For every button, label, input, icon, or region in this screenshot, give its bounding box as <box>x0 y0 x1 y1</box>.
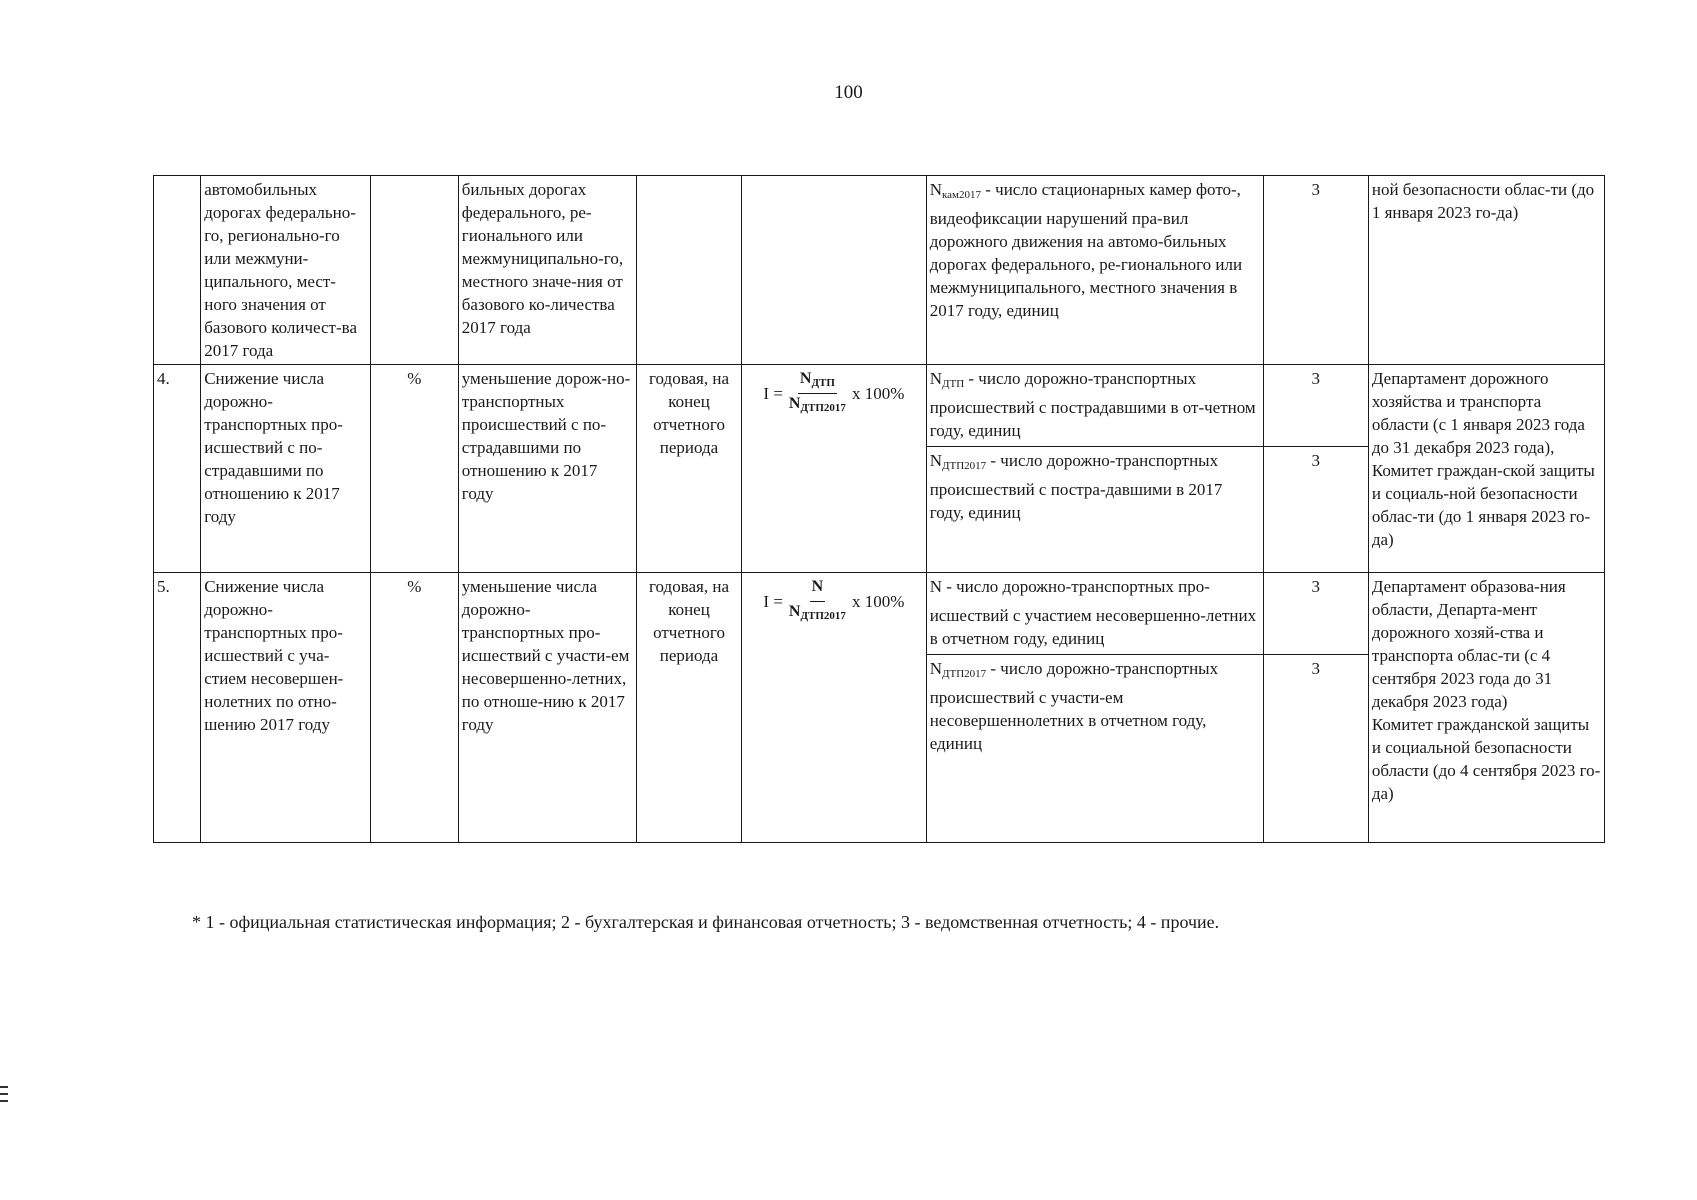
footnote: * 1 - официальная статистическая информация; 2 - бухгалтерская и финансовая отчетность; 3 - ведомственная отчетность; 4 - прочие. <box>192 912 1220 932</box>
data-source: 3 <box>1263 447 1368 573</box>
periodicity <box>636 176 741 365</box>
responsible: ной безопасности облас-ти (до 1 января 2023 го-да) <box>1368 176 1604 365</box>
formula: I = $\frac{N_{ДТП}}{N_{ДТП2017}}$ x 100% <box>763 370 905 414</box>
table-row <box>154 365 1605 447</box>
unit: % <box>370 573 458 843</box>
indicator-name: Снижение числа дорожно-транспортных про-исшествий с по-страдавшими по отношению к 2017 году <box>201 365 371 573</box>
indicator-definition: уменьшение дорож-но-транспортных происшествий с по-страдавшими по отношению к 2017 году <box>458 365 636 573</box>
indicator-name: Снижение числа дорожно-транспортных про-исшествий с уча-стием несовершен-нолетних по отно-шению 2017 году <box>201 573 371 843</box>
formula: I = $\frac{N}{N_{ДТП2017}}$ x 100% <box>763 578 905 622</box>
variable-description: $N_{кам2017}$ - число стационарных камер фото-, видеофиксации нарушений пра-вил дорожного движения на автомо-бильных дорогах федерального, ре-гионального или межмуниципального, местного значения в 2017 году, единиц <box>926 176 1263 365</box>
indicators-table <box>153 175 1605 843</box>
indicator-name: автомобильных дорогах федерально-го, регионально-го или межмуни-ципального, мест-ного значения от базового количест-ва 2017 года <box>201 176 371 365</box>
indicator-definition: бильных дорогах федерального, ре-гионального или межмуниципально-го, местного значе-ния от базового ко-личества 2017 года <box>458 176 636 365</box>
unit: % <box>370 365 458 573</box>
row-number <box>154 176 201 365</box>
row-number: 4. <box>154 365 201 573</box>
data-source: 3 <box>1263 655 1368 843</box>
page-number: 100 <box>834 82 863 103</box>
data-source: 3 <box>1263 176 1368 365</box>
table-row <box>154 176 1605 365</box>
periodicity: годовая, на конец отчетного периода <box>636 365 741 573</box>
unit <box>370 176 458 365</box>
responsible: Департамент дорожного хозяйства и транспорта области (с 1 января 2023 года до 31 декабря 2023 года), Комитет граждан-ской защиты и социаль-ной безопасности облас-ти (до 1 января 2023 го-да) <box>1368 365 1604 573</box>
variable-description: N - число дорожно-транспортных про-исшествий с участием несовершенно-летних в отчетном году, единиц <box>926 573 1263 655</box>
table-row <box>154 573 1605 655</box>
formula-cell <box>742 365 927 573</box>
responsible: Департамент образова-ния области, Департа-мент дорожного хозяй-ства и транспорта облас-ти (с 4 сентября 2023 года до 31 декабря 2023 года) Комитет гражданской защиты и социальной безопасности области (до 4 сентября 2023 го-да) <box>1368 573 1604 843</box>
scan-mark <box>0 1093 8 1095</box>
data-source: 3 <box>1263 573 1368 655</box>
indicator-definition: уменьшение числа дорожно-транспортных про-исшествий с участи-ем несовершенно-летних, по отноше-нию к 2017 году <box>458 573 636 843</box>
row-number: 5. <box>154 573 201 843</box>
data-source: 3 <box>1263 365 1368 447</box>
variable-description: $N_{ДТП2017}$ - число дорожно-транспортных происшествий с участи-ем несовершеннолетних в отчетном году, единиц <box>926 655 1263 843</box>
scan-mark <box>0 1100 8 1102</box>
scan-mark <box>0 1086 8 1088</box>
formula-cell <box>742 176 927 365</box>
formula-cell <box>742 573 927 843</box>
periodicity: годовая, на конец отчетного периода <box>636 573 741 843</box>
variable-description: $N_{ДТП}$ - число дорожно-транспортных происшествий с пострадавшими в от-четном году, единиц <box>926 365 1263 447</box>
variable-description: $N_{ДТП2017}$ - число дорожно-транспортных происшествий с постра-давшими в 2017 году, единиц <box>926 447 1263 573</box>
